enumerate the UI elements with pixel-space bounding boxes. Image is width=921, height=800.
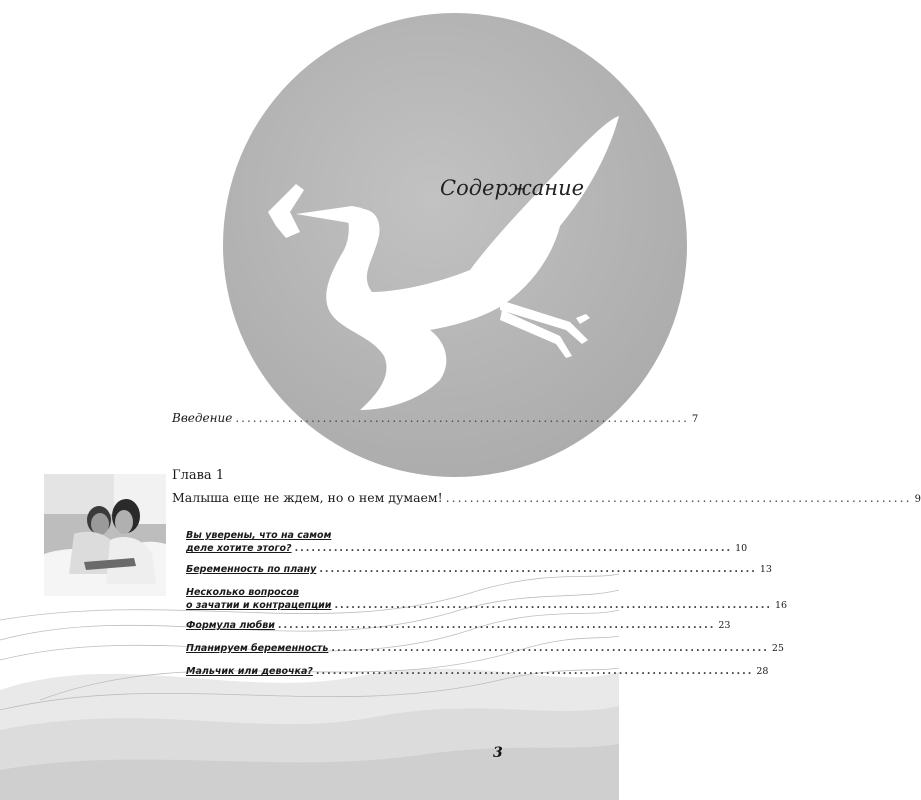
toc-subentry[interactable] [186,543,748,554]
leader-dots: .............................................................................. [445,490,912,505]
toc-entry-page: 9 [914,494,921,505]
toc-subentry-label: Мальчик или девочка? [186,666,313,677]
leader-dots: .............................................................................. [319,564,757,575]
toc-subentry-label: деле хотите этого? [186,543,292,554]
toc-subentry[interactable] [186,643,784,654]
toc-subentry[interactable] [186,600,788,611]
toc-subentry-label: Планируем беременность [186,643,329,654]
couple-photo [44,474,166,596]
toc-entry-intro[interactable] [172,411,699,425]
toc-subentry[interactable] [186,564,772,575]
toc-subentry-label-line1[interactable]: Несколько вопросов [186,587,299,598]
page-number: 3 [493,745,503,761]
toc-entry-chapter-1[interactable] [172,490,921,505]
toc-subentry-label: Формула любви [186,620,275,631]
toc-subentry-label: о зачатии и контрацепции [186,600,332,611]
toc-subentry-page: 13 [759,564,772,575]
toc-entry-label: Малыша еще не ждем, но о нем думаем! [172,490,443,505]
toc-subentry-page: 23 [718,620,731,631]
leader-dots: .............................................................................. [235,411,689,425]
toc-subentry-label: Беременность по плану [186,564,317,575]
page-title: Содержание [440,176,585,200]
leader-dots: .............................................................................. [334,600,772,611]
toc-entry-page: 7 [691,414,699,425]
toc-subentry-page: 28 [756,666,769,677]
toc-entry-label: Введение [172,411,233,425]
chapter-title: Глава 1 [172,468,225,483]
leader-dots: .............................................................................. [277,620,716,631]
leader-dots: .............................................................................. [315,666,754,677]
toc-subentry-label-line1[interactable]: Вы уверены, что на самом [186,530,332,541]
toc-subentry-page: 16 [774,600,788,611]
toc-subentry[interactable] [186,666,769,677]
toc-subentry[interactable] [186,620,731,631]
toc-subentry-page: 10 [735,543,748,554]
leader-dots: .............................................................................. [294,543,733,554]
leader-dots: .............................................................................. [331,643,769,654]
toc-subentry-page: 25 [771,643,784,654]
